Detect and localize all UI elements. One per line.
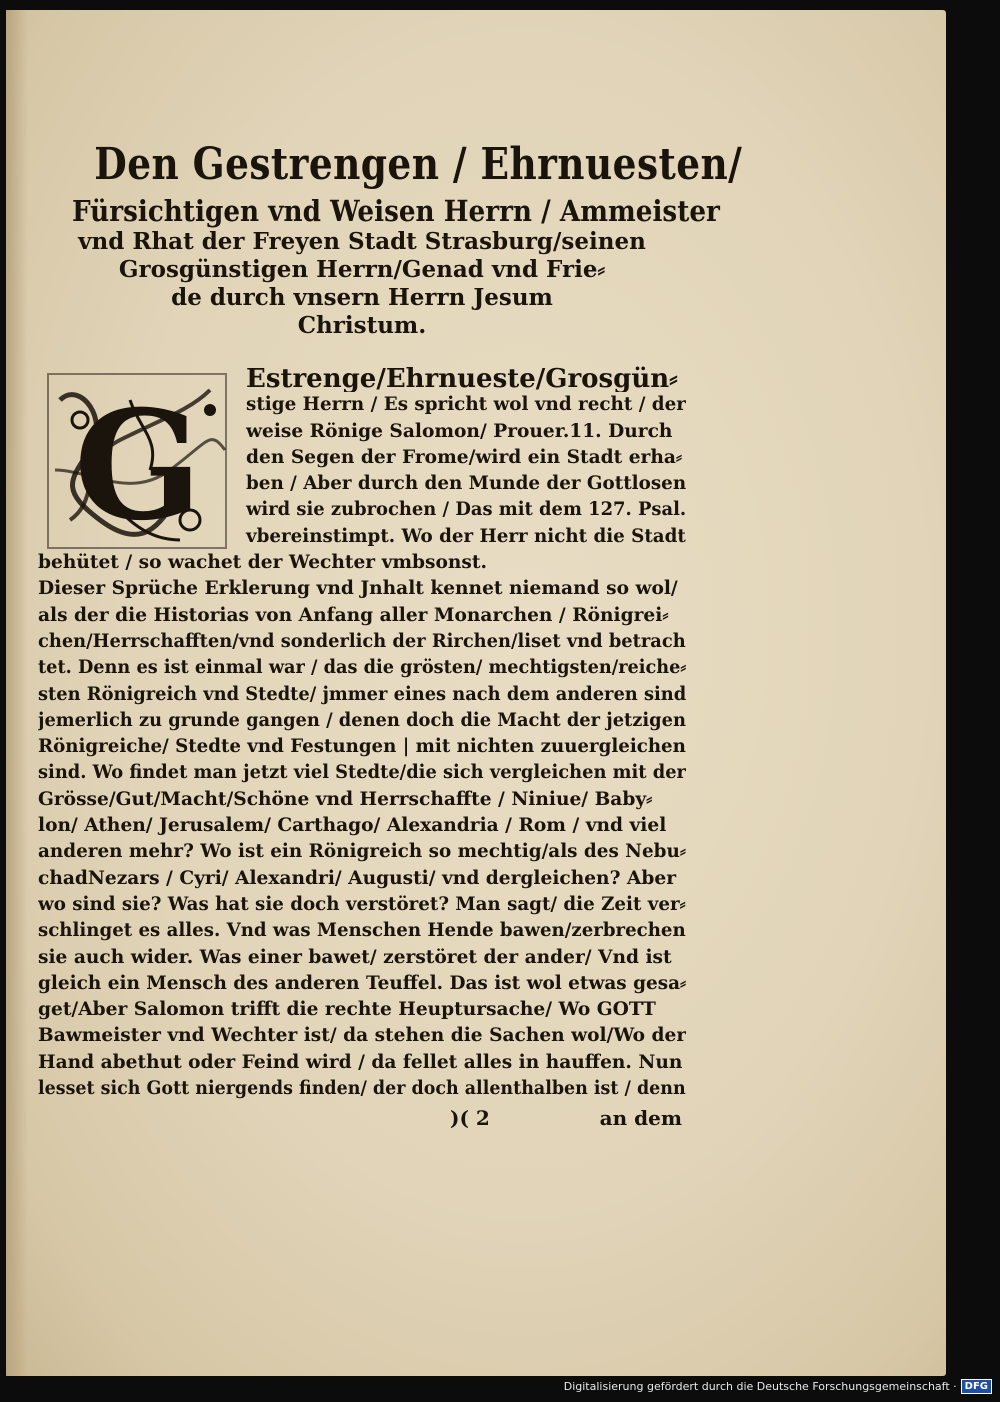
body-line: weise Rönige Salomon/ Prouer.11. Durch	[246, 420, 673, 442]
decorated-initial-letter	[40, 370, 236, 554]
body-line: als der die Historias von Anfang aller Monarchen / Rönigrei⸗	[38, 604, 669, 626]
catchword: an dem	[599, 1106, 682, 1131]
body-line: get/Aber Salomon trifft die rechte Heuptursache/ Wo GOTT	[38, 999, 656, 1021]
heading-line: vnd Rhat der Freyen Stadt Strasburg/seinen	[78, 228, 646, 255]
body-line: gleich ein Mensch des anderen Teuffel. Das ist wol etwas gesa⸗	[38, 972, 686, 994]
body-line: behütet / so wachet der Wechter vmbsonst.	[38, 552, 487, 574]
body-line: Grösse/Gut/Macht/Schöne vnd Herrschaffte / Niniue/ Baby⸗	[38, 788, 653, 810]
body-line: sie auch wider. Was einer bawet/ zerstöret der ander/ Vnd ist	[38, 946, 672, 968]
heading-line: Grosgünstigen Herrn/Genad vnd Frie⸗	[118, 256, 606, 283]
body-line: chadNezars / Cyri/ Alexandri/ Augusti/ vnd dergleichen? Aber	[38, 867, 676, 889]
page-footer-line	[38, 1106, 686, 1136]
body-line: schlinget es alles. Vnd was Menschen Hende bawen/zerbrechen	[38, 920, 686, 942]
heading-line: Den Gestrengen / Ehrnuesten/	[94, 139, 743, 190]
body-line: Rönigreiche/ Stedte vnd Festungen | mit nichten zuuergleichen	[38, 736, 686, 758]
body-line: Hand abethut oder Feind wird / da fellet alles in hauffen. Nun	[38, 1051, 683, 1073]
body-line: wo sind sie? Was hat sie doch verstöret? Man sagt/ die Zeit ver⸗	[38, 893, 686, 915]
body-line: Bawmeister vnd Wechter ist/ da stehen die Sachen wol/Wo der	[38, 1025, 686, 1047]
body-line: lon/ Athen/ Jerusalem/ Carthago/ Alexandria / Rom / vnd viel	[38, 815, 667, 837]
body-line: lesset sich Gott niergends finden/ der doch allenthalben ist / denn	[38, 1078, 686, 1100]
funding-notice	[564, 1379, 992, 1394]
body-line: stige Herrn / Es spricht wol vnd recht / der	[246, 394, 686, 416]
heading-line: de durch vnsern Herrn Jesum	[171, 284, 553, 311]
body-line: den Segen der Frome/wird ein Stadt erha⸗	[246, 446, 683, 468]
signature-mark: )( 2	[450, 1106, 490, 1131]
heading-line: Christum.	[297, 312, 427, 339]
body-line: Dieser Sprüche Erklerung vnd Jnhalt kennet niemand so wol/	[38, 578, 678, 600]
body-line: sten Rönigreich vnd Stedte/ jmmer eines nach dem anderen sind	[38, 683, 686, 705]
body-line: Estrenge/Ehrnueste/Grosgün⸗	[246, 366, 678, 393]
body-line: vbereinstimpt. Wo der Herr nicht die Stadt	[246, 525, 686, 547]
body-area	[38, 366, 686, 1136]
body-line: tet. Denn es ist einmal war / das die grösten/ mechtigsten/reiche⸗	[38, 657, 686, 679]
body-line: sind. Wo findet man jetzt viel Stedte/die sich vergleichen mit der	[38, 762, 686, 784]
body-line: jemerlich zu grunde gangen / denen doch die Macht der jetzigen	[38, 709, 686, 731]
text-block	[38, 136, 743, 1136]
initial-letter-glyph: G	[73, 378, 203, 554]
body-line: chen/Herrschafften/vnd sonderlich der Rirchen/liset vnd betrach	[38, 630, 686, 652]
heading-line: Fürsichtigen vnd Weisen Herrn / Ammeister	[72, 194, 720, 228]
funding-text: Digitalisierung gefördert durch die Deutsche Forschungsgemeinschaft ·	[563, 1380, 957, 1393]
dedication-heading	[38, 136, 743, 340]
scanned-page	[6, 10, 946, 1376]
dfg-logo: DFG	[961, 1379, 992, 1394]
body-line: ben / Aber durch den Munde der Gottlosen	[246, 473, 686, 495]
body-line: anderen mehr? Wo ist ein Rönigreich so mechtig/als des Nebu⸗	[38, 841, 686, 863]
body-line: wird sie zubrochen / Das mit dem 127. Psal.	[246, 499, 686, 521]
